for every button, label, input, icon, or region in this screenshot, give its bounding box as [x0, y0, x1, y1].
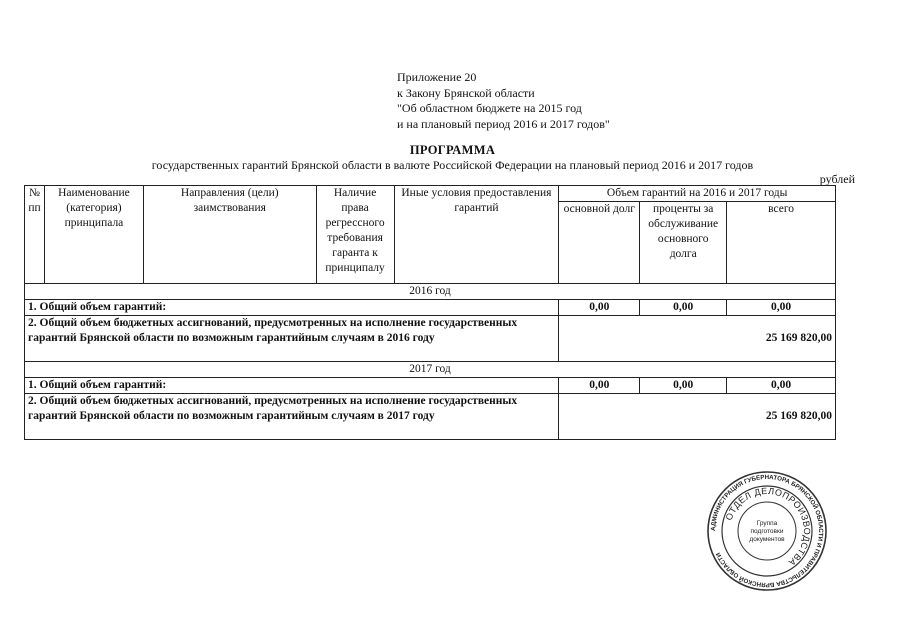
total-volume-label: 1. Общий объем гарантий:	[25, 300, 559, 316]
col-header-purpose: Направления (цели) заимствования	[143, 186, 316, 284]
total-volume-label: 1. Общий объем гарантий:	[25, 378, 559, 394]
principal-value: 0,00	[559, 300, 640, 316]
header-row	[25, 186, 836, 202]
col-header-total: всего	[727, 202, 836, 284]
year-label: 2016 год	[25, 284, 836, 300]
allocation-value: 25 169 820,00	[559, 394, 836, 440]
stamp-outer-text: АДМИНИСТРАЦИЯ ГУБЕРНАТОРА БРЯНСКОЙ ОБЛАСТИ И ПРАВИТЕЛЬСТВА БРЯНСКОЙ ОБЛАСТИ	[709, 473, 825, 589]
currency-units: рублей	[819, 172, 855, 186]
stamp-center-line: подготовки	[750, 528, 784, 535]
col-header-name: Наименование (категория) принципала	[44, 186, 143, 284]
stamp-center-line: Группа	[756, 520, 778, 527]
stamp-middle-text: ОТДЕЛ ДЕЛОПРОИЗВОДСТВА	[723, 485, 813, 568]
col-header-volume: Объем гарантий на 2016 и 2017 годы	[559, 186, 836, 202]
guarantees-table	[24, 185, 836, 440]
year-label: 2017 год	[25, 362, 836, 378]
stamp-center-line: документов	[749, 536, 785, 543]
total-volume-row	[25, 300, 836, 316]
interest-value: 0,00	[640, 378, 727, 394]
principal-value: 0,00	[559, 378, 640, 394]
appendix-header	[397, 70, 610, 132]
col-header-conditions: Иные условия предоставления гарантий	[394, 186, 559, 284]
appendix-line: "Об областном бюджете на 2015 год	[397, 101, 582, 115]
total-volume-row	[25, 378, 836, 394]
document-subtitle: государственных гарантий Брянской области в валюте Российской Федерации на плановый период 2016 и 2017 годов	[151, 158, 754, 172]
col-header-num: № пп	[25, 186, 45, 284]
col-header-principal: основной долг	[559, 202, 640, 284]
interest-value: 0,00	[640, 300, 727, 316]
allocation-row	[25, 394, 836, 440]
allocation-label: 2. Общий объем бюджетных ассигнований, предусмотренных на исполнение государственных гарантий Брянской области по возможным гарантийным случаям в 2017 году	[25, 394, 559, 440]
total-value: 0,00	[727, 378, 836, 394]
total-value: 0,00	[727, 300, 836, 316]
document-title: ПРОГРАММА	[409, 143, 496, 157]
official-stamp	[706, 470, 828, 592]
col-header-regress: Наличие права регрессного требования гаранта к принципалу	[316, 186, 394, 284]
year-row	[25, 362, 836, 378]
allocation-value: 25 169 820,00	[559, 316, 836, 362]
appendix-line: и на плановый период 2016 и 2017 годов"	[397, 116, 610, 131]
appendix-line: Приложение 20	[397, 70, 477, 84]
appendix-line: к Закону Брянской области	[397, 85, 535, 100]
allocation-label: 2. Общий объем бюджетных ассигнований, предусмотренных на исполнение государственных гарантий Брянской области по возможным гарантийным случаям в 2016 году	[25, 316, 559, 362]
year-row	[25, 284, 836, 300]
col-header-interest: проценты за обслуживание основного долга	[640, 202, 727, 284]
allocation-row	[25, 316, 836, 362]
